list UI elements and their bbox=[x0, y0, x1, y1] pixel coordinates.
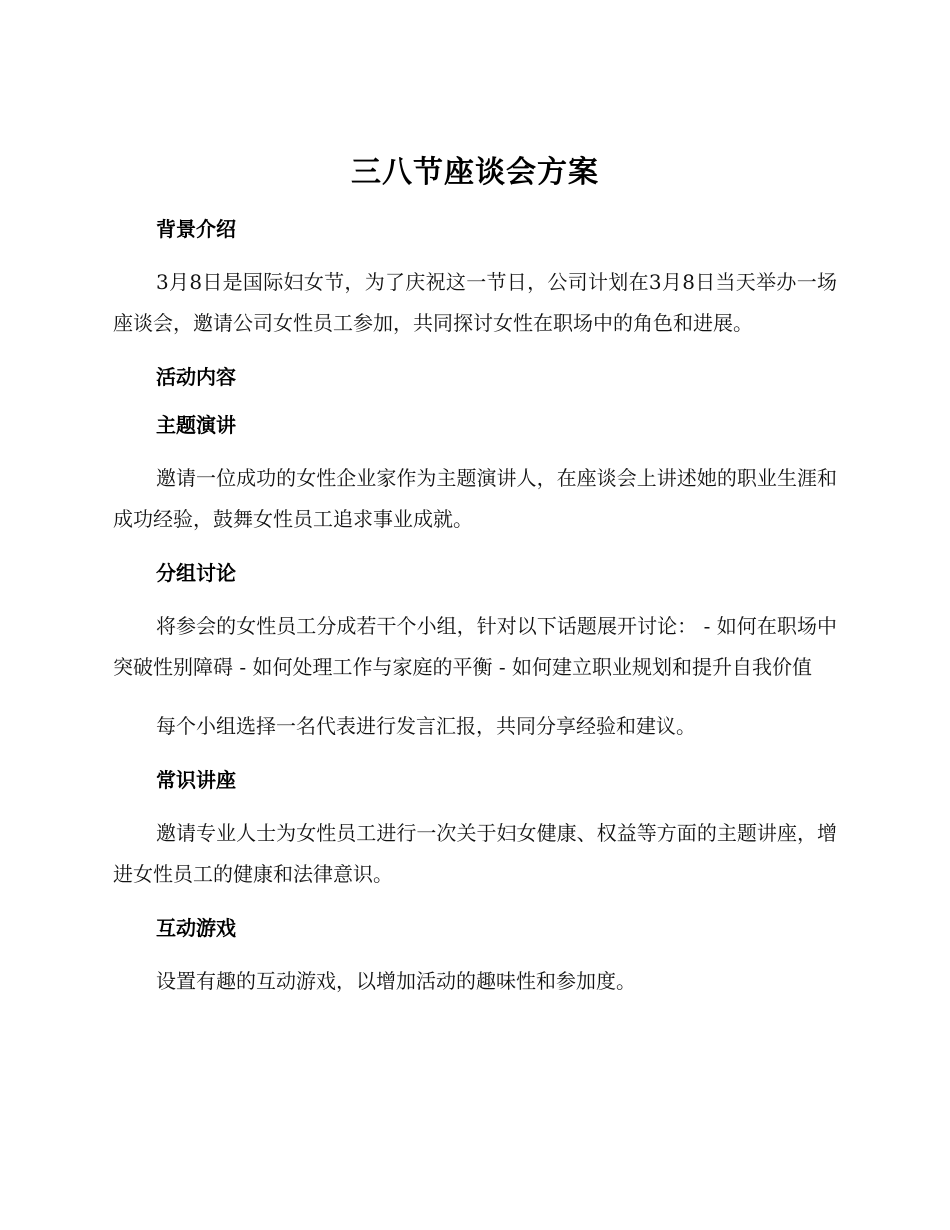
document-page bbox=[113, 148, 837, 1020]
paragraph-group-discussion-report: 每个小组选择一名代表进行发言汇报，共同分享经验和建议。 bbox=[156, 714, 696, 738]
section-heading-activity: 活动内容 bbox=[156, 365, 236, 389]
paragraph-background: 3月8日是国际妇女节，为了庆祝这一节日，公司计划在3月8日当天举办一场座谈会，邀请公司女性员工参加，共同探讨女性在职场中的角色和进展。 bbox=[113, 270, 837, 335]
section-heading-lecture: 常识讲座 bbox=[156, 768, 236, 792]
paragraph-lecture: 邀请专业人士为女性员工进行一次关于妇女健康、权益等方面的主题讲座，增进女性员工的健康和法律意识。 bbox=[113, 821, 837, 886]
section-heading-background: 背景介绍 bbox=[156, 217, 236, 241]
paragraph-group-discussion-topics: 将参会的女性员工分成若干个小组，针对以下话题展开讨论： - 如何在职场中突破性别障碍 - 如何处理工作与家庭的平衡 - 如何建立职业规划和提升自我价值 bbox=[113, 614, 837, 679]
document-title: 三八节座谈会方案 bbox=[351, 155, 599, 190]
paragraph-keynote: 邀请一位成功的女性企业家作为主题演讲人，在座谈会上讲述她的职业生涯和成功经验，鼓舞女性员工追求事业成就。 bbox=[113, 466, 837, 531]
section-heading-keynote: 主题演讲 bbox=[156, 413, 236, 437]
section-heading-group-discussion: 分组讨论 bbox=[156, 561, 236, 585]
paragraph-games: 设置有趣的互动游戏，以增加活动的趣味性和参加度。 bbox=[156, 969, 636, 993]
section-heading-games: 互动游戏 bbox=[156, 916, 236, 940]
